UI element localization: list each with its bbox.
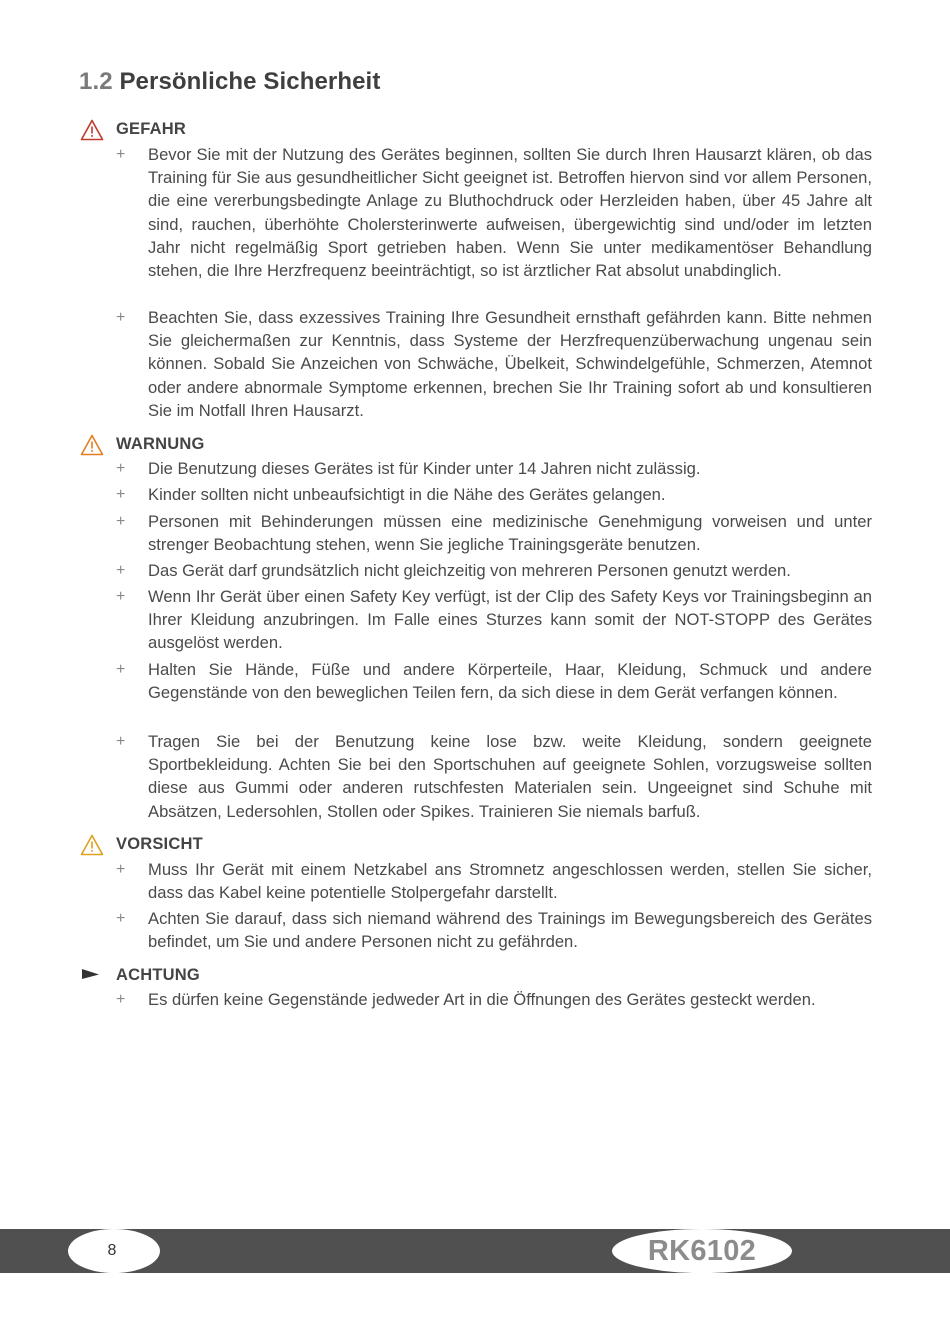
plus-bullet-icon: + (116, 460, 126, 477)
list-item-text: Die Benutzung dieses Gerätes ist für Kinder unter 14 Jahren nicht zulässig. (148, 459, 701, 478)
page-number: 8 (107, 1242, 117, 1259)
model-badge (612, 1229, 792, 1273)
list-item (116, 143, 872, 282)
section-gefahr-title: GEFAHR (116, 120, 186, 138)
section-warnung-title: WARNUNG (116, 435, 205, 453)
warning-triangle-icon (80, 119, 104, 141)
list-item (116, 510, 872, 556)
page-number-badge (68, 1229, 160, 1273)
list-item (116, 730, 872, 823)
list-item (116, 658, 872, 704)
plus-bullet-icon: + (116, 513, 126, 530)
list-item (116, 306, 872, 422)
list-item-text: Halten Sie Hände, Füße und andere Körperteile, Haar, Kleidung, Schmuck und andere Gegenstände von den beweglichen Teilen fern, da sich diese in dem Gerät verfangen können. (148, 660, 872, 703)
list-item-text: Es dürfen keine Gegenstände jedweder Art in die Öffnungen des Gerätes gesteckt werden. (148, 990, 816, 1009)
warning-triangle-icon (80, 834, 104, 856)
page-title (79, 68, 380, 96)
list-item (116, 858, 872, 904)
plus-bullet-icon: + (116, 661, 126, 678)
plus-bullet-icon: + (116, 991, 126, 1008)
list-item-text: Tragen Sie bei der Benutzung keine lose bzw. weite Kleidung, sondern geeignete Sportbekleidung. Achten Sie bei den Sportschuhen auf geeignete Sohlen, vorzugsweise sollten diese aus Gummi oder anderen rutschfesten Materialen sein. Ungeeignet sind Schuhe mit Absätzen, Ledersohlen, Stollen oder Spikes. Trainieren Sie niemals barfuß. (148, 732, 872, 821)
list-item-text: Beachten Sie, dass exzessives Training Ihre Gesundheit ernsthaft gefährden kann. Bitte nehmen Sie gleichermaßen zur Kenntnis, dass Systeme der Herzfrequenzüberwachung ungenau sein können. Sobald Sie Anzeichen von Schwäche, Übelkeit, Schwindelgefühle, Schmerzen, Atemnot oder andere abnormale Symptome erkennen, brechen Sie Ihr Training sofort ab und konsultieren Sie im Notfall Ihren Hausarzt. (148, 308, 872, 420)
section-achtung-header (80, 965, 200, 987)
section-vorsicht-header (80, 834, 203, 856)
list-item-text: Wenn Ihr Gerät über einen Safety Key verfügt, ist der Clip des Safety Keys vor Trainingsbeginn an Ihrer Kleidung anzubringen. Im Falle eines Sturzes kann somit der NOT-STOPP des Gerätes ausgelöst werden. (148, 587, 872, 653)
list-item-text: Kinder sollten nicht unbeaufsichtigt in die Nähe des Gerätes gelangen. (148, 485, 666, 504)
plus-bullet-icon: + (116, 588, 126, 605)
plus-bullet-icon: + (116, 486, 126, 503)
list-item-text: Muss Ihr Gerät mit einem Netzkabel ans Stromnetz angeschlossen werden, stellen Sie sicher, dass das Kabel keine potentielle Stolpergefahr darstellt. (148, 860, 872, 903)
plus-bullet-icon: + (116, 562, 126, 579)
list-item-text: Das Gerät darf grundsätzlich nicht gleichzeitig von mehreren Personen genutzt werden. (148, 561, 791, 580)
list-item (116, 483, 872, 506)
plus-bullet-icon: + (116, 861, 126, 878)
list-item (116, 907, 872, 953)
section-title: Persönliche Sicherheit (119, 68, 381, 95)
plus-bullet-icon: + (116, 309, 126, 326)
section-achtung-title: ACHTUNG (116, 966, 200, 984)
list-item-text: Bevor Sie mit der Nutzung des Gerätes beginnen, sollten Sie durch Ihren Hausarzt klären, ob das Training für Sie aus gesundheitlicher Sicht geeignet ist. Betroffen hiervon sind vor allem Personen, die eine vererbungsbedingte Anlage zu Bluthochdruck oder Herzleiden haben, über 45 Jahre alt sind, rauchen, überhöhte Cholersterinwerte aufweisen, übergewichtig sind und/oder im letzten Jahr nicht regelmäßig Sport getrieben haben. Wenn Sie unter medikamentöser Behandlung stehen, die Ihre Herzfrequenz beeinträchtigt, so ist ärztlicher Rat absolut unabdinglich. (148, 145, 872, 281)
list-item (116, 585, 872, 655)
list-item (116, 559, 872, 582)
section-gefahr-header (80, 119, 186, 141)
section-vorsicht-title: VORSICHT (116, 835, 203, 853)
model-number: RK6102 (647, 1234, 757, 1267)
list-item-text: Personen mit Behinderungen müssen eine medizinische Genehmigung vorweisen und unter strenger Beobachtung stehen, wenn Sie jegliche Trainingsgeräte benutzen. (148, 512, 872, 555)
plus-bullet-icon: + (116, 910, 126, 927)
plus-bullet-icon: + (116, 733, 126, 750)
list-item-text: Achten Sie darauf, dass sich niemand während des Trainings im Bewegungsbereich des Gerätes befindet, um Sie und andere Personen nicht zu gefährden. (148, 909, 872, 952)
list-item (116, 457, 872, 480)
section-warnung-header (80, 434, 205, 456)
list-item (116, 988, 872, 1011)
warning-triangle-icon (80, 434, 104, 456)
section-number: 1.2 (79, 68, 113, 95)
plus-bullet-icon: + (116, 146, 126, 163)
pointer-arrow-icon (80, 965, 104, 987)
